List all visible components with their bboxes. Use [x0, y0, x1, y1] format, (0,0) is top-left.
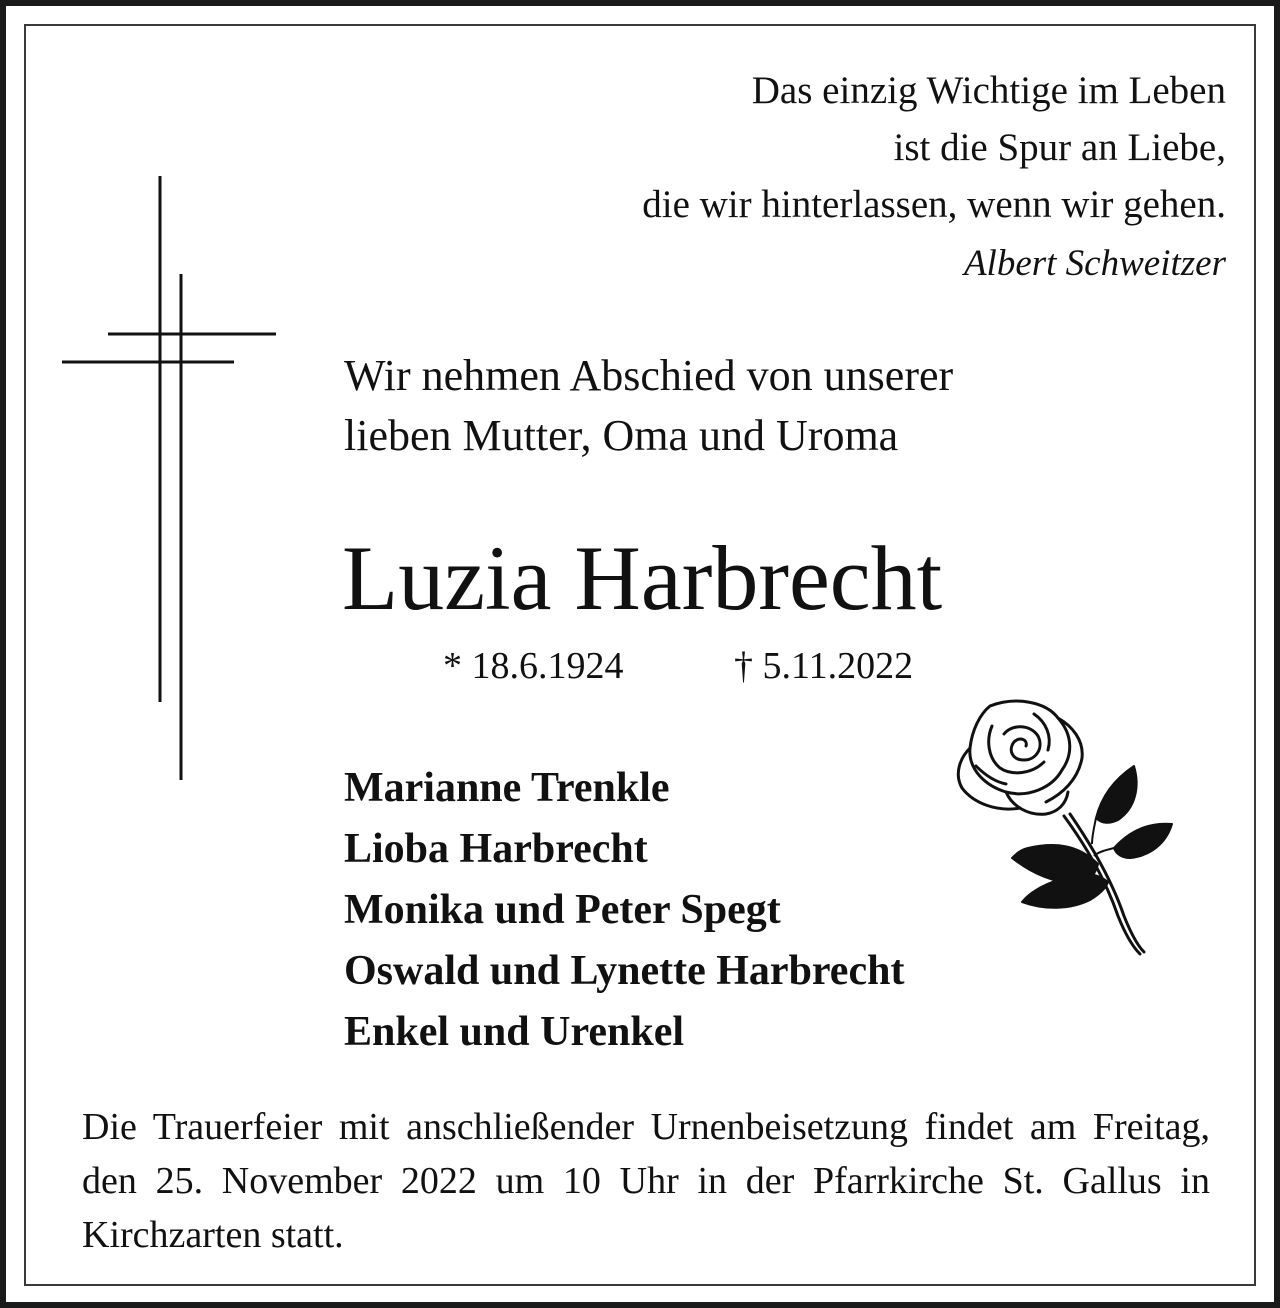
quote-author: Albert Schweitzer [963, 243, 1226, 284]
mourner-name: Monika und Peter Spegt [344, 887, 781, 933]
double-line-cross-icon [6, 6, 306, 806]
quote-line: ist die Spur an Liebe, [893, 126, 1226, 169]
intro-line: Wir nehmen Abschied von unserer [344, 351, 954, 400]
quote-line: die wir hinterlassen, wenn wir gehen. [642, 183, 1226, 226]
death-date: † 5.11.2022 [734, 645, 914, 687]
deceased-name: Luzia Harbrecht [342, 527, 943, 629]
mourners-list [344, 758, 904, 1063]
quote-block [642, 62, 1226, 289]
quote-line: Das einzig Wichtige im Leben [751, 69, 1226, 112]
rose-icon [946, 696, 1186, 966]
mourner-name: Marianne Trenkle [344, 765, 670, 811]
intro-line: lieben Mutter, Oma und Uroma [344, 411, 899, 460]
birth-date: * 18.6.1924 [443, 645, 624, 687]
mourner-name: Lioba Harbrecht [344, 826, 648, 872]
service-announcement: Die Trauerfeier mit anschließender Urnenbeisetzung findet am Freitag, den 25. November 2022 um 10 Uhr in der Pfarrkirche St. Gallus in Kirchzarten statt. [82, 1106, 1210, 1256]
mourner-name: Enkel und Urenkel [344, 1009, 684, 1055]
intro-text [344, 346, 953, 466]
mourner-name: Oswald und Lynette Harbrecht [344, 948, 905, 994]
